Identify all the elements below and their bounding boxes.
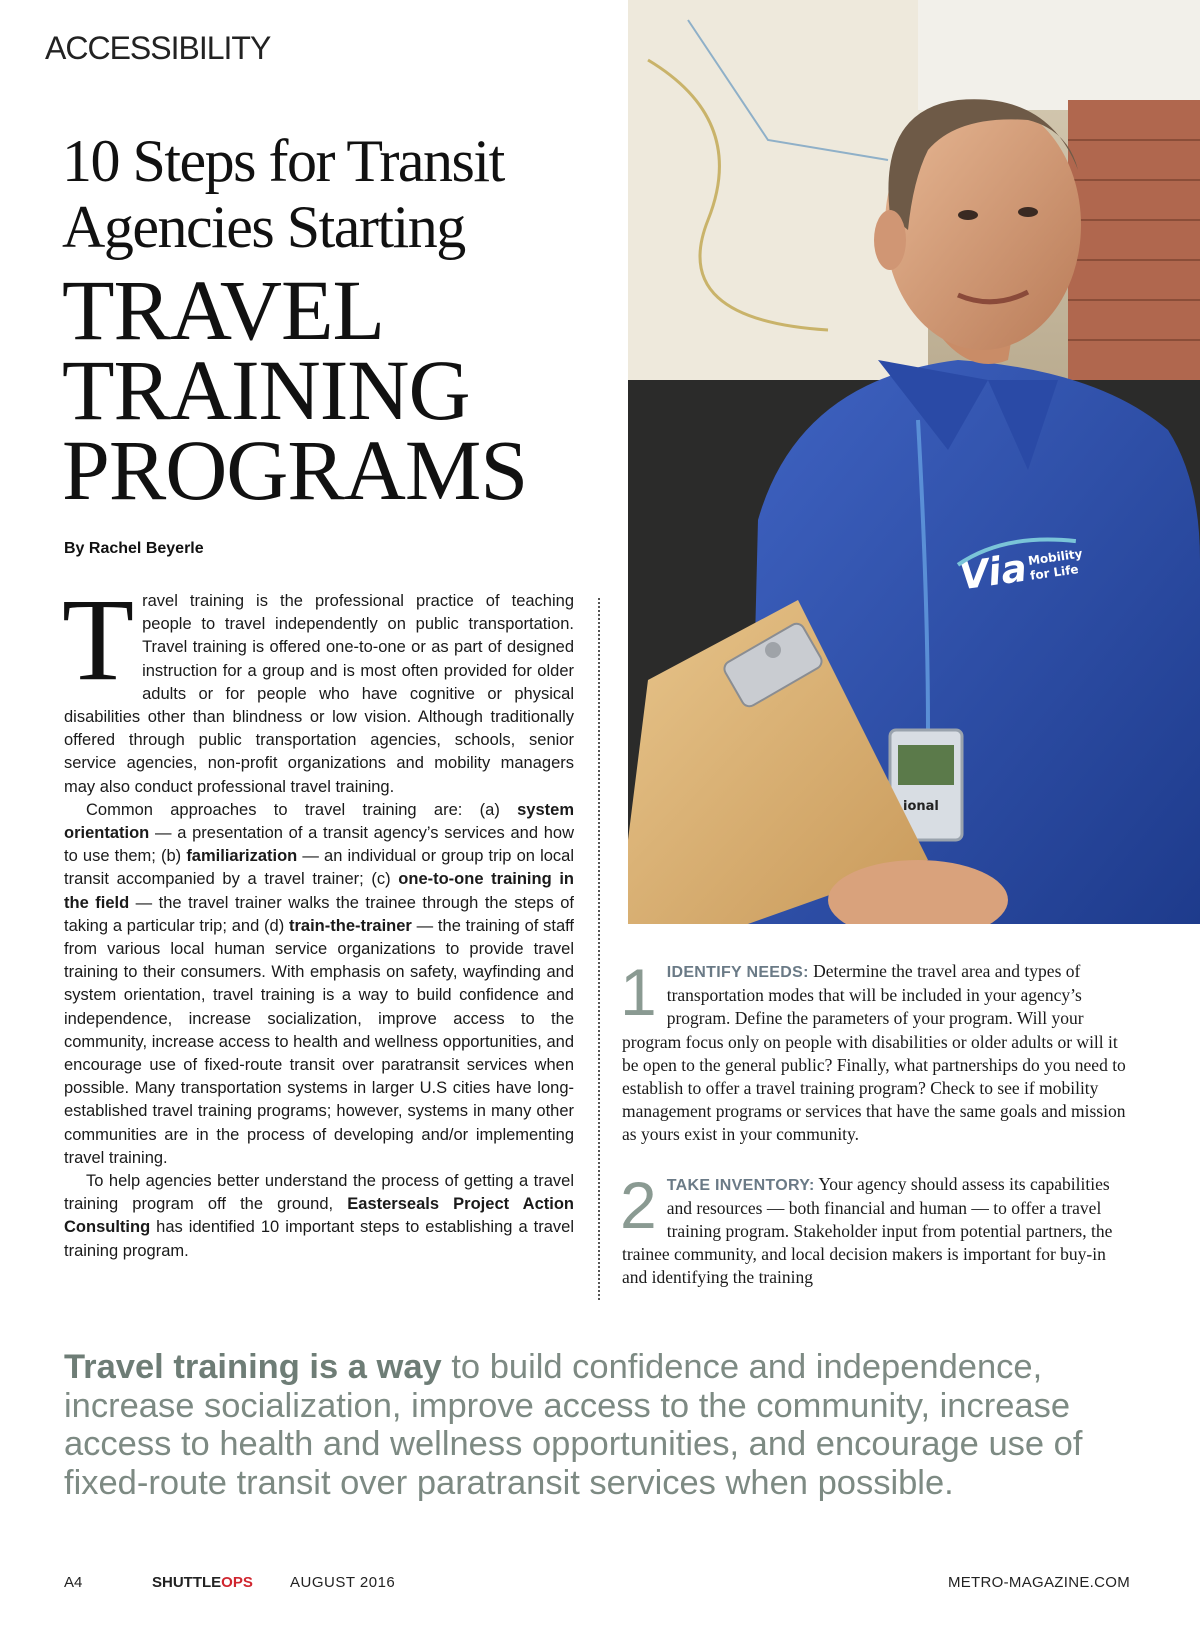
title-big-2: TRAINING [62, 342, 470, 438]
article-body [62, 574, 575, 1263]
term-system-orientation: system orientation [64, 800, 574, 843]
byline: By Rachel Beyerle [64, 540, 204, 557]
pull-quote-text: to build confidence and independence, increase socialization, improve access to the community, increase access to health and wellness opportunities, and encourage use of fixed-route transit over paratransit services when possible. [64, 1348, 1083, 1502]
website: METRO-MAGAZINE.COM [947, 1574, 1130, 1591]
title-big-1: TRAVEL [62, 262, 385, 358]
column-divider [598, 598, 600, 1300]
shirt-logo: Via [956, 545, 1030, 599]
paragraph-intro [62, 574, 574, 799]
article-photo [628, 0, 1200, 924]
badge-text: ional [903, 799, 939, 814]
steps-list [620, 955, 1130, 1316]
issue-date: AUGUST 2016 [290, 1574, 396, 1591]
paragraph-help: To help agencies better understand the process of getting a travel training program off the ground, Easterseals Project Action Consulting has identified 10 important steps to establishing a travel training program. [64, 1172, 574, 1260]
step-text: Determine the travel area and types of transportation modes that will be included in your agency’s program. Define the parameters of your program. Will your program focus only on people with disabilities or older adults or will it be open to the general public? Finally, what partnerships do you need to establish to offer a travel training program? Check to see if mobility management programs or services that have the same goals and mission as yours exist in your community. [622, 961, 1126, 1145]
term-one-to-one: one-to-one training in the field [64, 870, 575, 912]
title-line-2: Agencies Starting [62, 194, 465, 260]
shirt-logo-line2: for Life [1029, 562, 1080, 583]
title-line-1: 10 Steps for Transit [62, 128, 504, 194]
step-heading: TAKE INVENTORY: [666, 1176, 815, 1194]
pull-quote [64, 1348, 1154, 1502]
step-heading: IDENTIFY NEEDS: [666, 964, 809, 981]
title-big-3: PROGRAMS [62, 422, 528, 518]
pull-quote-lead: Travel training is a way [64, 1348, 442, 1386]
term-familiarization: familiarization [186, 847, 298, 866]
step-number: 2 [620, 1167, 657, 1242]
shirt-logo-line1: Mobility [1027, 546, 1084, 568]
step-text: Your agency should assess its capabilities and resources — both financial and human — to offer a travel training program. Stakeholder input from potential partners, the trainee community, and local decision makers is important for buy-in and identifying the training [622, 1173, 1113, 1288]
page-number: A4 [64, 1574, 83, 1591]
step-item [620, 1167, 1130, 1290]
drop-cap: T [62, 574, 135, 705]
term-train-the-trainer: train-the-trainer [289, 916, 412, 935]
photo-illustration [628, 0, 1200, 924]
step-item [620, 955, 1130, 1147]
org-name: Easterseals Project Action Consulting [64, 1195, 574, 1237]
paragraph-text: ravel training is the professional practice of teaching people to travel independently on public transportation. Travel training is offered one-to-one or as part of designed instruction for a group and is most often provided for older adults or for people who have cognitive or physical disabilities other than blindness or low vision. Although traditionally offered through public transportation agencies, schools, senior service agencies, non-profit organizations and mobility managers may also conduct professional travel training. [64, 592, 574, 796]
article-title [62, 128, 622, 518]
publication-name: SHUTTLEOPS [152, 1574, 253, 1591]
step-number: 1 [620, 955, 657, 1029]
page-footer [64, 1574, 1130, 1596]
paragraph-approaches: Common approaches to travel training are: (a) system orientation — a presentation of a transit agency’s services and how to use them; (b) familiarization — an individual or group trip on local transit accompanied by a travel trainer; (c) one-to-one training in the field — the travel trainer walks the trainee through the steps of taking a particular trip; and (d) train-the-trainer — the training of staff from various local human service organizations to provide travel training to their consumers. With emphasis on safety, wayfinding and system orientation, travel training is a way to build confidence and independence, increase socialization, improve access to the community, increase access to health and wellness opportunities, and encourage use of fixed-route transit over paratransit services when possible. Many transportation systems in larger U.S cities have long-established travel training programs; however, systems in many other communities are in the process of developing and/or implementing travel training. [64, 800, 575, 1167]
section-label: ACCESSIBILITY [45, 30, 271, 66]
brick-wall [1068, 100, 1200, 400]
